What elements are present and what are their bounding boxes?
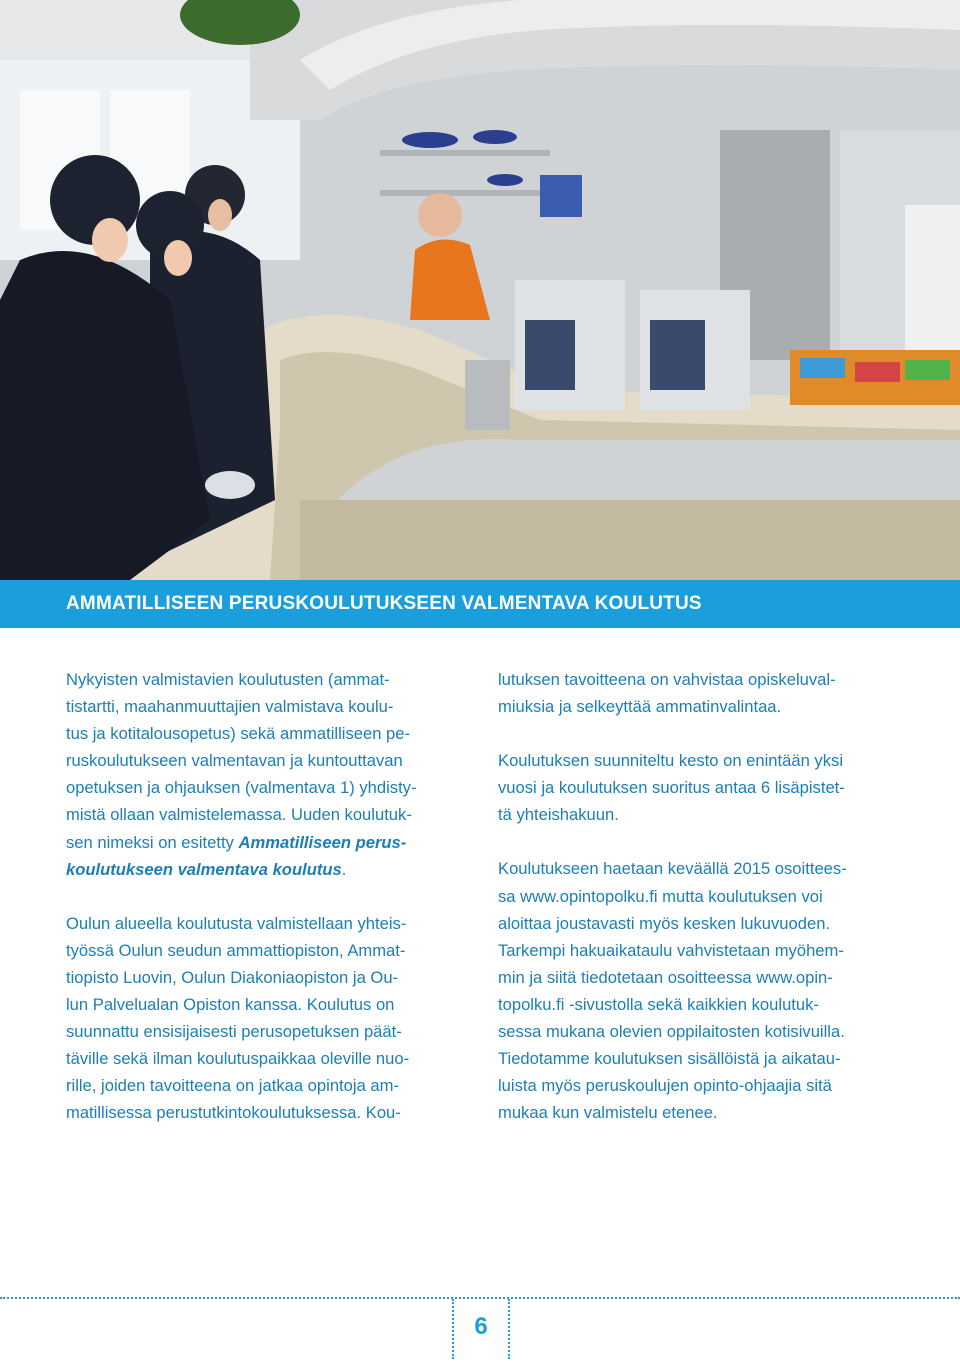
application-paragraph bbox=[498, 855, 898, 1126]
cooperation-paragraph bbox=[66, 910, 462, 1127]
text-line: tä yhteishakuun. bbox=[498, 805, 619, 825]
page-number-box bbox=[452, 1299, 510, 1359]
text-line: opetuksen ja ohjauksen (valmentava 1) yhdisty- bbox=[66, 778, 417, 798]
text-line: tus ja kotitalousopetus) sekä ammatilliseen pe- bbox=[66, 724, 411, 744]
text-line: Oulun alueella koulutusta valmistellaan yhteis- bbox=[66, 913, 407, 933]
left-text-column bbox=[66, 666, 462, 1154]
text-line: työssä Oulun seudun ammattiopiston, Ammat- bbox=[66, 940, 406, 960]
text-line: mistä ollaan valmistelemassa. Uuden koulutuk- bbox=[66, 805, 412, 825]
section-header-band bbox=[0, 580, 960, 628]
text-line: rille, joiden tavoitteena on jatkaa opintoja am- bbox=[66, 1076, 400, 1096]
text-line: tiopisto Luovin, Oulun Diakoniaopiston ja Ou- bbox=[66, 967, 399, 987]
text-line: tistartti, maahanmuuttajien valmistava koulu- bbox=[66, 697, 394, 717]
text-line: matillisessa perustutkintokoulutuksessa. Kou- bbox=[66, 1103, 401, 1123]
text-line: Tiedotamme koulutuksen sisällöistä ja aikatau- bbox=[498, 1049, 841, 1069]
text-line: ruskoulutukseen valmentavan ja kuntouttavan bbox=[66, 751, 403, 771]
text-line: luista myös peruskoulujen opinto-ohjaajia sitä bbox=[498, 1076, 832, 1096]
text-line: min ja siitä tiedotetaan osoitteessa www.opin- bbox=[498, 967, 833, 987]
text-line: lutuksen tavoitteena on vahvistaa opiskeluval- bbox=[498, 670, 836, 689]
text-line: vuosi ja koulutuksen suoritus antaa 6 lisäpistet- bbox=[498, 778, 845, 798]
text-line: miuksia ja selkeyttää ammatinvalintaa. bbox=[498, 697, 782, 717]
text-line: sa www.opintopolku.fi mutta koulutuksen voi bbox=[498, 886, 823, 906]
text-line: sen nimeksi on esitetty bbox=[66, 832, 239, 852]
text-line: topolku.fi -sivustolla sekä kaikkien koulutuk- bbox=[498, 994, 819, 1014]
text-line: Koulutukseen haetaan keväällä 2015 osoittees- bbox=[498, 859, 847, 879]
goal-paragraph bbox=[498, 666, 898, 720]
intro-paragraph bbox=[66, 666, 462, 883]
text-line: Nykyisten valmistavien koulutusten (ammat- bbox=[66, 670, 390, 689]
text-line: . bbox=[341, 859, 347, 879]
text-line: Koulutuksen suunniteltu kesto on enintään yksi bbox=[498, 751, 844, 771]
right-text-column bbox=[498, 666, 898, 1153]
text-line: sessa mukana olevien oppilaitosten kotisivuilla. bbox=[498, 1022, 845, 1042]
program-name-emphasis: koulutukseen valmentava koulutus bbox=[66, 859, 342, 879]
text-line: aloittaa joustavasti myös kesken lukuvuoden. bbox=[498, 913, 831, 933]
cover-photo bbox=[0, 0, 960, 580]
program-name-emphasis: Ammatilliseen perus- bbox=[238, 832, 407, 852]
text-line: lun Palvelualan Opiston kanssa. Koulutus on bbox=[66, 995, 395, 1015]
text-line: täville sekä ilman koulutuspaikkaa oleville nuo- bbox=[66, 1049, 410, 1069]
text-line: Tarkempi hakuaikataulu vahvistetaan myöhem- bbox=[498, 940, 844, 960]
text-line: suunnattu ensisijaisesti perusopetuksen päät- bbox=[66, 1022, 402, 1042]
duration-paragraph bbox=[498, 747, 898, 828]
text-line: mukaa kun valmistelu etenee. bbox=[498, 1103, 718, 1123]
page-number: 6 bbox=[474, 1313, 488, 1340]
section-heading: AMMATILLISEEN PERUSKOULUTUKSEEN VALMENTAVA KOULUTUS bbox=[66, 593, 702, 614]
